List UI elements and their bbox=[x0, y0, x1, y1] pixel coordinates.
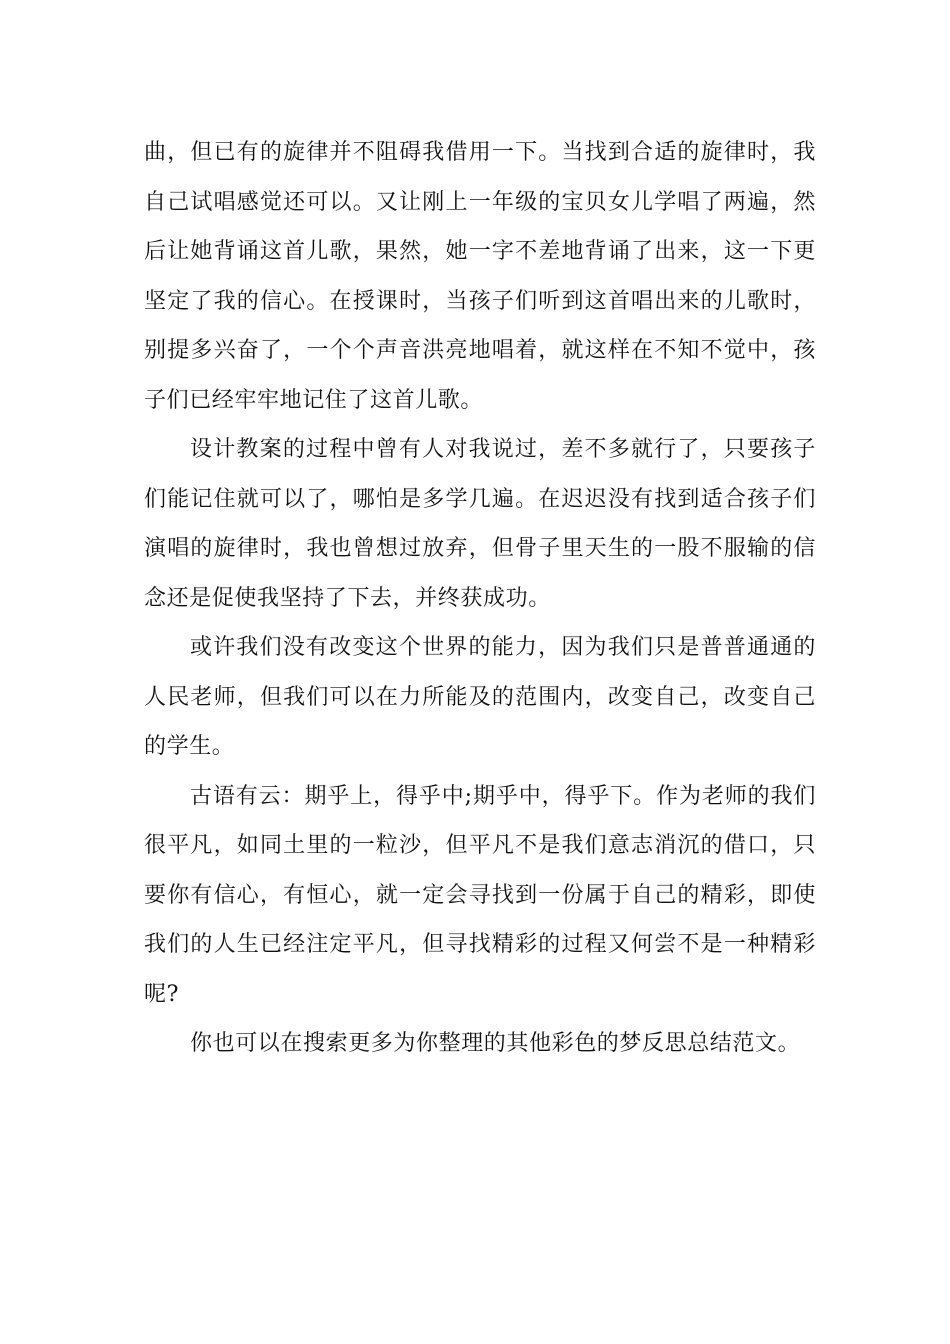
paragraph-3: 或许我们没有改变这个世界的能力，因为我们只是普普通通的人民老师，但我们可以在力所能及的范围内，改变自己，改变自己的学生。 bbox=[144, 635, 816, 759]
paragraph-2: 设计教案的过程中曾有人对我说过，差不多就行了，只要孩子们能记住就可以了，哪怕是多学几遍。在迟迟没有找到适合孩子们演唱的旋律时，我也曾想过放弃，但骨子里天生的一股不服输的信念还是促使我坚持了下去，并终获成功。 bbox=[144, 437, 816, 611]
paragraph-4: 古语有云：期乎上，得乎中;期乎中，得乎下。作为老师的我们很平凡，如同土里的一粒沙，但平凡不是我们意志消沉的借口，只要你有信心，有恒心，就一定会寻找到一份属于自己的精彩，即使我们的人生已经注定平凡，但寻找精彩的过程又何尝不是一种精彩呢? bbox=[144, 783, 816, 1007]
paragraph-1: 曲，但已有的旋律并不阻碍我借用一下。当找到合适的旋律时，我自己试唱感觉还可以。又让刚上一年级的宝贝女儿学唱了两遍，然后让她背诵这首儿歌，果然，她一字不差地背诵了出来，这一下更坚定了我的信心。在授课时，当孩子们听到这首唱出来的儿歌时，别提多兴奋了，一个个声音洪亮地唱着，就这样在不知不觉中，孩子们已经牢牢地记住了这首儿歌。 bbox=[144, 140, 816, 413]
document-body bbox=[144, 128, 816, 1069]
paragraph-5: 你也可以在搜索更多为你整理的其他彩色的梦反思总结范文。 bbox=[190, 1031, 801, 1056]
